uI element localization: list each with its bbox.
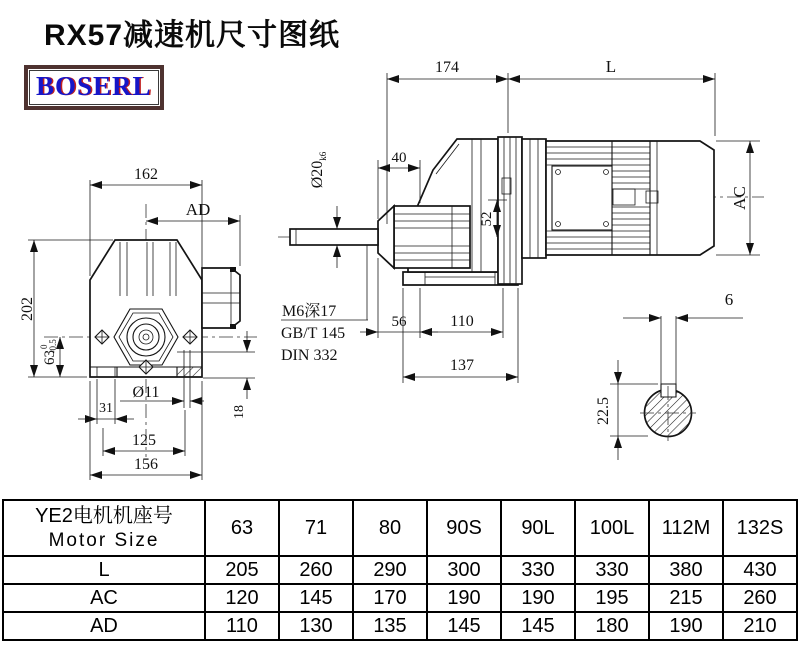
ad-value: 210 — [723, 612, 797, 640]
motor-size-header-en: Motor Size — [48, 530, 160, 551]
dim-31: 31 — [99, 401, 113, 416]
ac-value: 260 — [723, 584, 797, 612]
dim-shaft-dia: $Ø20_{k6}$ — [309, 151, 328, 189]
l-value: 380 — [649, 556, 723, 584]
dim-110: 110 — [450, 313, 474, 330]
dim-63: $63^0-0.5$ — [39, 339, 58, 365]
page-title: RX57减速机尺寸图纸 — [44, 19, 341, 52]
dim-18: 18 — [232, 405, 247, 419]
ac-value: 190 — [427, 584, 501, 612]
side-bearing-hub — [394, 206, 470, 268]
ac-value: 190 — [501, 584, 575, 612]
ac-value: 215 — [649, 584, 723, 612]
table-row-ad — [3, 612, 797, 640]
dim-137: 137 — [450, 357, 474, 374]
ac-value: 170 — [353, 584, 427, 612]
output-shaft — [290, 229, 378, 245]
note-din: DIN 332 — [281, 347, 338, 364]
shaft-section-detail — [595, 290, 743, 460]
ad-value: 180 — [575, 612, 649, 640]
l-value: 260 — [279, 556, 353, 584]
dim-l: L — [605, 57, 617, 76]
ad-value: 110 — [205, 612, 279, 640]
row-label-l: L — [3, 556, 205, 584]
note-gbt: GB/T 145 — [281, 325, 346, 342]
ac-value: 145 — [279, 584, 353, 612]
l-value: 330 — [501, 556, 575, 584]
dim-125: 125 — [132, 432, 156, 449]
ad-value: 190 — [649, 612, 723, 640]
l-value: 300 — [427, 556, 501, 584]
col-header-90s: 90S — [427, 500, 501, 556]
dim-key-height: 22.5 — [595, 397, 612, 425]
row-label-ad: AD — [3, 612, 205, 640]
l-value: 430 — [723, 556, 797, 584]
front-foot-hatch — [177, 367, 202, 377]
front-input-flange — [202, 267, 240, 329]
row-label-ac: AC — [3, 584, 205, 612]
ad-value: 130 — [279, 612, 353, 640]
col-header-80: 80 — [353, 500, 427, 556]
dim-ac: AC — [730, 186, 749, 210]
dim-key-width: 6 — [724, 290, 734, 309]
dim-40: 40 — [391, 150, 407, 166]
side-view — [278, 57, 764, 383]
table-row-ac — [3, 584, 797, 612]
col-header-90l: 90L — [501, 500, 575, 556]
dim-156: 156 — [134, 456, 158, 473]
col-header-71: 71 — [279, 500, 353, 556]
dim-ad: AD — [185, 200, 211, 219]
dim-202: 202 — [19, 297, 36, 321]
motor-size-header — [3, 500, 205, 556]
ad-value: 135 — [353, 612, 427, 640]
ac-value: 195 — [575, 584, 649, 612]
dim-52: 52 — [479, 211, 495, 227]
col-header-112m: 112M — [649, 500, 723, 556]
dim-162: 162 — [134, 166, 158, 183]
dim-56: 56 — [391, 314, 407, 330]
note-m6: M6深17 — [282, 303, 337, 320]
l-value: 290 — [353, 556, 427, 584]
table-row-l — [3, 556, 797, 584]
ac-value: 120 — [205, 584, 279, 612]
tapped-hole-note — [281, 245, 368, 364]
ad-value: 145 — [427, 612, 501, 640]
dim-hole-dia: Ø11 — [132, 384, 160, 401]
ad-value: 145 — [501, 612, 575, 640]
front-view — [19, 166, 257, 480]
boserl-logo-text: BOSERL — [36, 71, 152, 101]
col-header-100l: 100L — [575, 500, 649, 556]
col-header-63: 63 — [205, 500, 279, 556]
motor-flange — [522, 139, 546, 258]
motor-size-table — [2, 499, 798, 641]
motor-nameplate — [552, 166, 612, 230]
col-header-132s: 132S — [723, 500, 797, 556]
l-value: 330 — [575, 556, 649, 584]
table-header-row — [3, 500, 797, 556]
motor-size-header-zh: YE2电机机座号 — [35, 505, 173, 527]
dim-174: 174 — [435, 59, 459, 76]
l-value: 205 — [205, 556, 279, 584]
